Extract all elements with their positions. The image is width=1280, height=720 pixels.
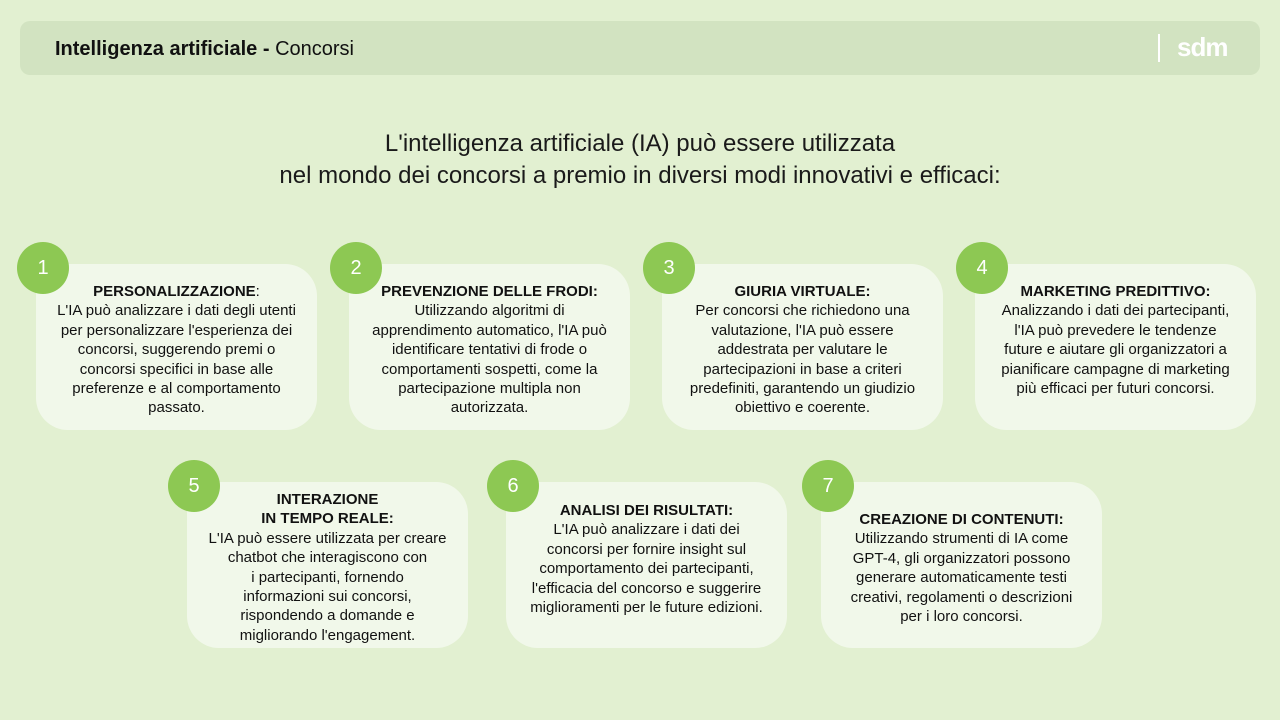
card-body (670, 282, 935, 418)
card-line: addestrata per valutare le (717, 341, 888, 359)
card-line: rispondendo a domande e (240, 607, 415, 625)
card-line: L'IA può essere utilizzata per creare (208, 529, 447, 547)
header-divider (1158, 34, 1160, 62)
page-title (55, 37, 354, 61)
card-line: migliorando l'engagement. (239, 626, 416, 644)
card-title-suffix: : (255, 283, 260, 300)
card-line: pianificare campagne di marketing (1001, 360, 1230, 378)
card-line: autorizzata. (450, 399, 529, 417)
number-badge-6: 6 (487, 460, 539, 512)
card-body (357, 282, 622, 418)
card-line: apprendimento automatico, l'IA può (372, 321, 607, 339)
number-badge-4: 4 (956, 242, 1008, 294)
card-prevenzione-frodi (349, 264, 630, 430)
card-line: Per concorsi che richiedono una (695, 302, 910, 320)
card-title: GIURIA VIRTUALE: (734, 283, 871, 300)
card-body (829, 510, 1094, 626)
card-line: l'IA può prevedere le tendenze (1014, 321, 1217, 339)
card-creazione-contenuti (821, 482, 1102, 648)
card-line: L'IA può analizzare i dati degli utenti (57, 302, 296, 320)
card-body (514, 501, 779, 617)
card-body (195, 490, 460, 645)
card-analisi-risultati (506, 482, 787, 648)
card-personalizzazione (36, 264, 317, 430)
card-line: concorsi, suggerendo premi o (77, 341, 276, 359)
number-badge-3: 3 (643, 242, 695, 294)
card-line: Utilizzando algoritmi di (414, 302, 565, 320)
page-title-rest: Concorsi (269, 38, 354, 60)
card-line: comportamenti sospetti, come la (381, 360, 598, 378)
card-line: per i loro concorsi. (900, 608, 1023, 626)
card-line: concorsi per fornire insight sul (546, 540, 747, 558)
number-badge-2: 2 (330, 242, 382, 294)
card-title: CREAZIONE DI CONTENUTI: (859, 511, 1064, 528)
card-line: Analizzando i dati dei partecipanti, (1001, 302, 1230, 320)
card-body (983, 282, 1248, 398)
card-interazione-tempo-reale (187, 482, 468, 648)
card-body (44, 282, 309, 418)
card-title: PREVENZIONE DELLE FRODI: (381, 283, 598, 300)
card-line: informazioni sui concorsi, (243, 588, 412, 606)
intro-text (140, 128, 1140, 192)
card-title-line: INTERAZIONE (276, 491, 379, 508)
card-title-line: IN TEMPO REALE: (261, 510, 394, 528)
card-line: obiettivo e coerente. (734, 399, 871, 417)
card-line: comportamento dei partecipanti, (539, 560, 754, 578)
card-giuria-virtuale (662, 264, 943, 430)
card-line: future e aiutare gli organizzatori a (1004, 341, 1227, 359)
card-title: ANALISI DEI RISULTATI: (559, 502, 734, 519)
page-title-bold: Intelligenza artificiale - (55, 38, 270, 60)
card-line: L'IA può analizzare i dati dei (553, 521, 740, 539)
card-title: MARKETING PREDITTIVO: (1020, 283, 1211, 300)
card-line: partecipazioni in base a criteri (703, 360, 902, 378)
card-line: predefiniti, garantendo un giudizio (689, 380, 916, 398)
card-line: per personalizzare l'esperienza dei (60, 321, 293, 339)
card-line: passato. (148, 399, 205, 417)
number-badge-1: 1 (17, 242, 69, 294)
card-line: valutazione, l'IA può essere (711, 321, 894, 339)
sdm-logo: sdm (1177, 32, 1228, 62)
card-line: preferenze e al comportamento (72, 380, 281, 398)
card-line: più efficaci per futuri concorsi. (1016, 380, 1215, 398)
number-badge-5: 5 (168, 460, 220, 512)
number-badge-7: 7 (802, 460, 854, 512)
card-line: identificare tentativi di frode o (391, 341, 588, 359)
header-bar (20, 21, 1260, 75)
card-line: partecipazione multipla non (398, 380, 581, 398)
card-line: GPT-4, gli organizzatori possono (852, 549, 1071, 567)
card-line: creativi, regolamenti o descrizioni (850, 588, 1073, 606)
intro-line-1: L'intelligenza artificiale (IA) può essere utilizzata (384, 130, 896, 157)
intro-line-2: nel mondo dei concorsi a premio in diversi modi innovativi e efficaci: (279, 162, 1001, 189)
card-line: i partecipanti, fornendo (251, 568, 404, 586)
card-line: miglioramenti per le future edizioni. (530, 599, 763, 617)
card-line: l'efficacia del concorso e suggerire (531, 579, 762, 597)
card-marketing-predittivo (975, 264, 1256, 430)
card-line: chatbot che interagiscono con (227, 549, 428, 567)
card-line: Utilizzando strumenti di IA come (854, 530, 1069, 548)
card-title-text: PERSONALIZZAZIONE (93, 283, 256, 300)
card-line: generare automaticamente testi (856, 569, 1067, 587)
card-title (44, 282, 309, 301)
card-line: concorsi specifici in base alle (79, 360, 274, 378)
